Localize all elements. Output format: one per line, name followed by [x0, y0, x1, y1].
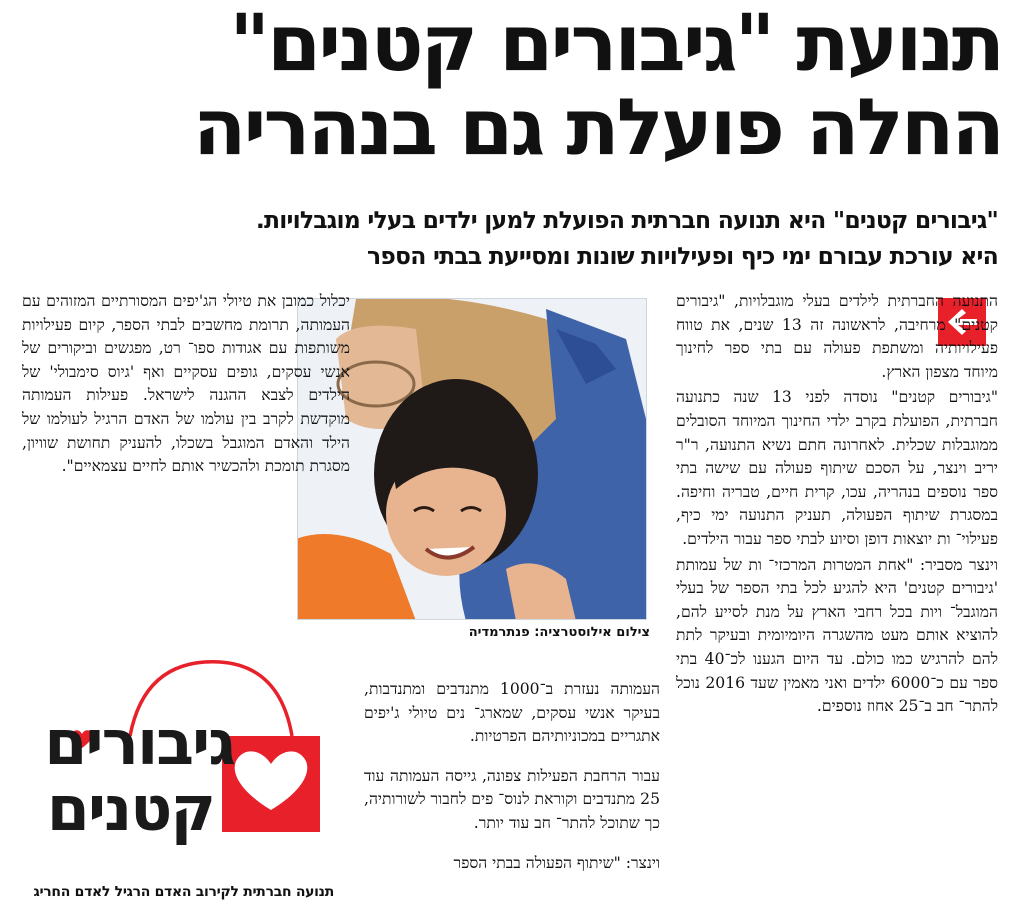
headline-line-1: תנועת "גיבורים קטנים" [229, 0, 1002, 89]
paragraph: וינצר: "שיתוף הפעולה בבתי הספר [453, 853, 660, 872]
logo-word-ktanim: קטנים [46, 772, 214, 845]
paragraph: העמותה נעזרת ב־1000 מתנדבים ומתנדבות, בעיקר אנשי עסקים, שמארג־ נים טיולי ג'יפים אתגריים במכוניותיהם הפרטיות. [364, 680, 660, 746]
logo-tagline: תנועה חברתית לקירוב האדם הרגיל לאדם החריג [33, 884, 334, 900]
headline [12, 0, 1002, 173]
paragraph: "גיבורים קטנים" נוסדה לפני 13 שנה כתנועה חברתית, הפועלת בקרב ילדי החינוך המיוחד הסובלים ממוגבלות שכלית. לאחרונה חתם נשיא התנועה, ר"ר יריב וינצר, על הסכם שיתוף פעולה עם שישה בתי ספר נוספים בנהריה, עכו, קרית חיים, טבריה וחיפה. במסגרת שיתוף הפעולה, תעניק התנועה ימי כיף, פעילוי־ ות יוצאות דופן וסיוע לבתי ספר עבור הילדים. [676, 388, 998, 548]
article-column-middle [364, 678, 660, 891]
article-column-right [676, 290, 998, 719]
logo-word-giborim: גיבורים [44, 706, 234, 779]
subtitle [8, 202, 998, 274]
paragraph: התנועה החברתית לילדים בעלי מוגבלויות, "גיבורים קטנים" מרחיבה, לראשונה זה 13 שנים, את טווח פעילויותיה ומשתפת פעולה עם בתי ספר לחינוך מיוחד מצפון הארץ. [676, 292, 998, 381]
photo-caption: צילום אילוסטרציה: פנתרמדיה [468, 625, 650, 640]
subtitle-line-1: "גיבורים קטנים" היא תנועה חברתית הפועלת למען ילדים בעלי מוגבלויות. [255, 206, 998, 234]
giborim-ktanim-logo [10, 658, 340, 918]
paragraph: עבור הרחבת הפעילות צפונה, גייסה העמותה עוד 25 מתנדבים וקוראת לנוס־ פים לחבור לשורותיה, כך שתוכל להתר־ חב עוד יותר. [364, 766, 660, 832]
paragraph: יכלול כמובן את טיולי הג'יפים המסורתיים המזוהים עם העמותה, תרומת מחשבים לבתי הספר, קיום פעילויות משותפות עם אגודות ספו־ רט, מפגשים וביקורים של אנשי עסקים, גופים עסקיים ואף 'גיוס סימבולי' של הילדים לצבא ההגנה לישראל. פעילות העמותה מוקדשת לקרב בין עולמו של האדם הרגיל לעולמו של הילד והאדם המוגבל בשכלו, להעניק תחושת שוויון, מסגרת תומכת ולהכשיר אותם לחיים עצמאיים". [22, 292, 350, 476]
article-column-left [22, 290, 350, 479]
headline-line-2: החלה פועלת גם בנהריה [192, 83, 1002, 173]
subtitle-line-2: היא עורכת עבורם ימי כיף ופעילויות שונות ומסייעת בבתי הספר [367, 242, 998, 270]
paragraph: וינצר מסביר: "אחת המטרות המרכזי־ ות של עמותת 'גיבורים קטנים' היא להגיע לכל בתי הספר של בעלי המוגבל־ ויות בכל רחבי הארץ על מנת לסייע להם, להוציא אותם מעט מהשגרה היומיומית ובעיקר לתת להם להרגיש כמו כולם. עד היום הגענו לכ־40 בתי ספר עם כ־6000 ילדים ואני מאמין שעד 2016 נוכל להתר־ חב ב־25 אחוז נוספים. [676, 555, 998, 716]
